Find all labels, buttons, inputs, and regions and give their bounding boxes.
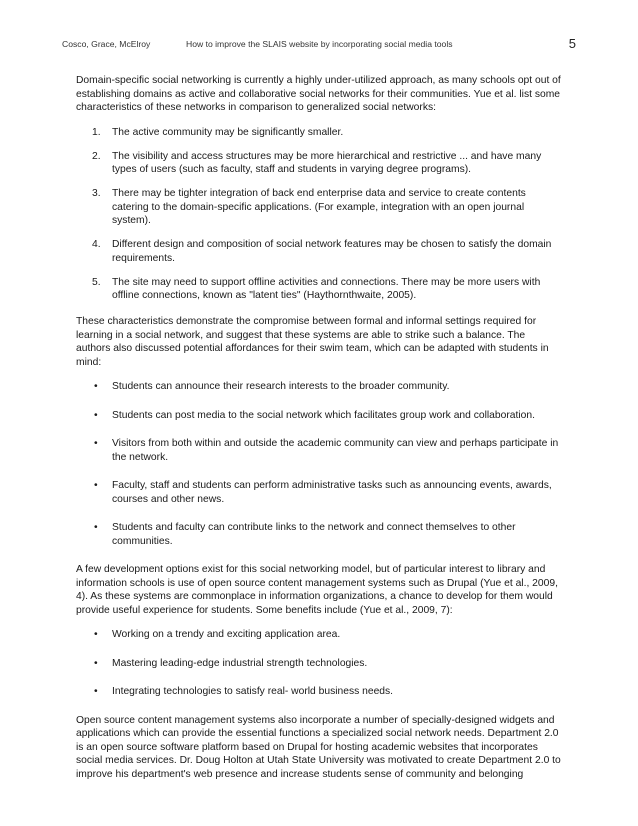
affordances-list — [76, 380, 562, 548]
list-item-text: Students and faculty can contribute links to the network and connect themselves to other communities. — [112, 522, 516, 547]
page-header — [62, 38, 576, 54]
list-item-text: The site may need to support offline activities and connections. There may be more users with offline connections, known as "latent ties" (Haythornthwaite, 2005). — [112, 276, 541, 301]
list-number: 5. — [92, 276, 101, 288]
list-item — [76, 126, 562, 140]
list-item — [76, 276, 562, 303]
list-item-text: Students can announce their research interests to the broader community. — [112, 381, 450, 392]
list-item-text: The visibility and access structures may be more hierarchical and restrictive ... and have many types of users (such as faculty, staff and students in varying degree programs). — [112, 150, 542, 175]
list-item-text: Mastering leading-edge industrial strength technologies. — [112, 657, 368, 669]
bullet-icon: • — [94, 522, 98, 533]
list-number: 4. — [92, 239, 101, 250]
paragraph-intro: Domain-specific social networking is currently a highly under-utilized approach, as many schools opt out of establishing domains as active and collaborative social networks for their communities. Yue et al. list some characteristics of these networks in comparison to generalized social networks: — [76, 75, 561, 113]
list-item — [76, 479, 562, 506]
list-item — [76, 685, 562, 699]
benefits-list — [76, 628, 562, 699]
paragraph-characteristics-summary: These characteristics demonstrate the compromise between formal and informal settings required for learning in a social network, and suggest that these systems are able to strike such a balance. The authors also discussed potential affordances for their swim team, which can be adapted with students in mind: — [76, 316, 549, 368]
list-number: 2. — [92, 150, 101, 162]
list-item-text: Faculty, staff and students can perform administrative tasks such as announcing events, awards, courses and other news. — [112, 480, 552, 505]
bullet-icon: • — [94, 629, 98, 640]
list-item — [76, 238, 562, 265]
paragraph-development-options: A few development options exist for this social networking model, but of particular interest to library and information schools is use of open source content management systems such as Drupal (Yue et al., 2009, 4). As these systems are commonplace in information organizations, a chance to develop for them would provide useful experience for students. Some benefits include (Yue et al., 2009, 7): — [76, 564, 558, 616]
bullet-icon: • — [94, 480, 98, 491]
list-item — [76, 187, 562, 228]
bullet-icon: • — [94, 409, 98, 421]
bullet-icon: • — [94, 438, 98, 449]
list-item — [76, 657, 562, 671]
list-item — [76, 409, 562, 423]
list-number: 1. — [92, 126, 101, 138]
paragraph-open-source-cms: Open source content management systems also incorporate a number of specially-designed widgets and applications which can provide the essential functions a specialized social network needs. Department 2.0 is an open source software platform based on Drupal for hosting academic websites that incorporates social media services. Dr. Doug Holton at Utah State University was motivated to create Department 2.0 to improve his department's web presence and increase students sense of community and belonging — [76, 714, 561, 780]
list-item — [76, 150, 562, 177]
list-item — [76, 380, 562, 394]
header-authors: Cosco, Grace, McElroy — [62, 39, 151, 49]
list-item — [76, 628, 562, 642]
list-item — [76, 521, 562, 548]
bullet-icon: • — [94, 657, 98, 669]
characteristics-list — [76, 126, 562, 303]
list-item — [76, 437, 562, 464]
list-item-text: There may be tighter integration of back end enterprise data and service to create contents catering to the domain-specific applications. (For example, integration with an open journal system). — [112, 188, 526, 226]
page-number: 5 — [568, 36, 576, 51]
list-item-text: Integrating technologies to satisfy real- world business needs. — [112, 686, 394, 697]
list-item-text: The active community may be significantly smaller. — [112, 126, 344, 138]
list-item-text: Working on a trendy and exciting application area. — [112, 629, 341, 640]
list-number: 3. — [92, 188, 101, 199]
list-item-text: Visitors from both within and outside the academic community can view and perhaps participate in the network. — [112, 438, 559, 463]
bullet-icon: • — [94, 686, 98, 697]
bullet-icon: • — [94, 381, 98, 392]
document-body — [76, 74, 562, 792]
header-title: How to improve the SLAIS website by incorporating social media tools — [186, 39, 453, 49]
list-item-text: Students can post media to the social network which facilitates group work and collaboration. — [112, 409, 535, 421]
list-item-text: Different design and composition of social network features may be chosen to satisfy the domain requirements. — [112, 239, 552, 264]
